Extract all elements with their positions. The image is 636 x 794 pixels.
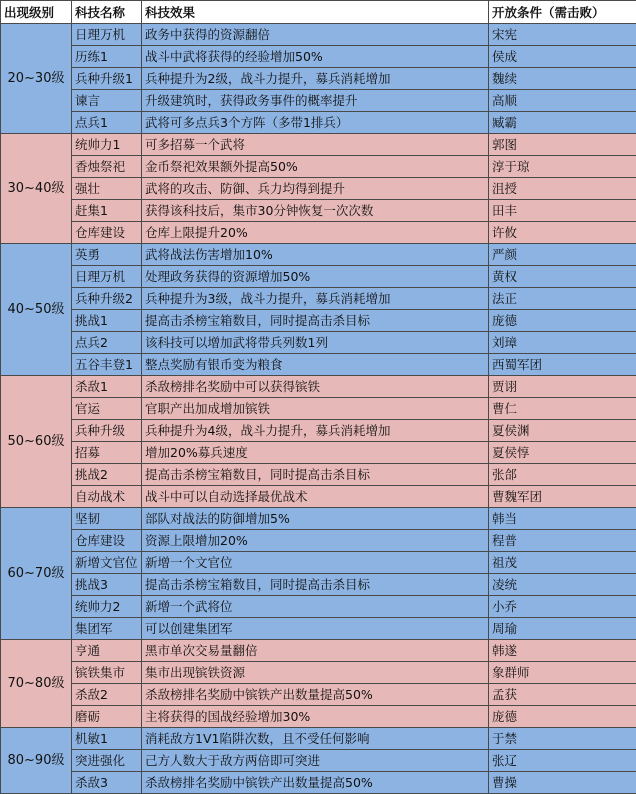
tech-effect-cell: 黑市单次交易量翻倍 — [142, 640, 489, 662]
condition-cell: 夏侯渊 — [489, 420, 636, 442]
table-row — [1, 178, 636, 200]
tech-name-cell: 香烛祭祀 — [72, 156, 142, 178]
tech-effect-cell: 提高击杀榜宝箱数目，同时提高击杀目标 — [142, 464, 489, 486]
table-row — [1, 574, 636, 596]
tech-effect-cell: 可多招募一个武将 — [142, 134, 489, 156]
tech-name-cell: 谏言 — [72, 90, 142, 112]
level-cell: 40~50级 — [1, 244, 72, 376]
tech-effect-cell: 新增一个武将位 — [142, 596, 489, 618]
table-row — [1, 68, 636, 90]
table-row — [1, 24, 636, 46]
table-row — [1, 662, 636, 684]
header-name: 科技名称 — [72, 1, 142, 24]
tech-name-cell: 新增文官位 — [72, 552, 142, 574]
condition-cell: 贾诩 — [489, 376, 636, 398]
tech-effect-cell: 部队对战法的防御增加5% — [142, 508, 489, 530]
table-row — [1, 684, 636, 706]
condition-cell: 西蜀军团 — [489, 354, 636, 376]
tech-effect-cell: 武将的攻击、防御、兵力均得到提升 — [142, 178, 489, 200]
level-cell: 50~60级 — [1, 376, 72, 508]
tech-effect-cell: 武将可多点兵3个方阵（多带1排兵） — [142, 112, 489, 134]
condition-cell: 曹仁 — [489, 398, 636, 420]
tech-name-cell: 集团军 — [72, 618, 142, 640]
tech-name-cell: 自动战术 — [72, 486, 142, 508]
condition-cell: 宋宪 — [489, 24, 636, 46]
condition-cell: 严颜 — [489, 244, 636, 266]
tech-name-cell: 亨通 — [72, 640, 142, 662]
table-row — [1, 442, 636, 464]
condition-cell: 韩遂 — [489, 640, 636, 662]
condition-cell: 庞德 — [489, 706, 636, 728]
tech-name-cell: 兵种升级1 — [72, 68, 142, 90]
table-row — [1, 508, 636, 530]
header-level: 出现级别 — [1, 1, 72, 24]
tech-name-cell: 五谷丰登1 — [72, 354, 142, 376]
tech-name-cell: 机敏1 — [72, 728, 142, 750]
tech-effect-cell: 主将获得的国战经验增加30% — [142, 706, 489, 728]
header-row — [1, 1, 636, 24]
tech-name-cell: 日理万机 — [72, 24, 142, 46]
tech-effect-cell: 兵种提升为4级，战斗力提升，募兵消耗增加 — [142, 420, 489, 442]
table-row — [1, 552, 636, 574]
tech-name-cell: 坚韧 — [72, 508, 142, 530]
tech-name-cell: 镔铁集市 — [72, 662, 142, 684]
condition-cell: 程普 — [489, 530, 636, 552]
table-row — [1, 288, 636, 310]
tech-effect-cell: 处理政务获得的资源增加50% — [142, 266, 489, 288]
table-row — [1, 112, 636, 134]
table-row — [1, 596, 636, 618]
condition-cell: 刘璋 — [489, 332, 636, 354]
tech-name-cell: 统帅力2 — [72, 596, 142, 618]
tech-name-cell: 点兵1 — [72, 112, 142, 134]
tech-name-cell: 赶集1 — [72, 200, 142, 222]
table-row — [1, 640, 636, 662]
condition-cell: 曹魏军团 — [489, 486, 636, 508]
table-row — [1, 486, 636, 508]
table-row — [1, 772, 636, 794]
table-row — [1, 244, 636, 266]
tech-effect-cell: 提高击杀榜宝箱数目，同时提高击杀目标 — [142, 310, 489, 332]
tech-effect-cell: 杀敌榜排名奖励中镔铁产出数量提高50% — [142, 772, 489, 794]
table-row — [1, 354, 636, 376]
table-row — [1, 464, 636, 486]
tech-effect-cell: 消耗敌方1V1陷阱次数，且不受任何影响 — [142, 728, 489, 750]
condition-cell: 张郃 — [489, 464, 636, 486]
condition-cell: 黄权 — [489, 266, 636, 288]
table-row — [1, 376, 636, 398]
tech-effect-cell: 提高击杀榜宝箱数目，同时提高击杀目标 — [142, 574, 489, 596]
level-cell: 60~70级 — [1, 508, 72, 640]
tech-name-cell: 仓库建设 — [72, 530, 142, 552]
tech-name-cell: 点兵2 — [72, 332, 142, 354]
tech-name-cell: 强壮 — [72, 178, 142, 200]
condition-cell: 庞德 — [489, 310, 636, 332]
tech-effect-cell: 官职产出加成增加镔铁 — [142, 398, 489, 420]
tech-name-cell: 历练1 — [72, 46, 142, 68]
tech-effect-cell: 兵种提升为3级，战斗力提升，募兵消耗增加 — [142, 288, 489, 310]
condition-cell: 小乔 — [489, 596, 636, 618]
tech-name-cell: 挑战3 — [72, 574, 142, 596]
level-cell: 70~80级 — [1, 640, 72, 728]
table-row — [1, 310, 636, 332]
condition-cell: 于禁 — [489, 728, 636, 750]
condition-cell: 夏侯惇 — [489, 442, 636, 464]
tech-effect-cell: 升级建筑时，获得政务事件的概率提升 — [142, 90, 489, 112]
tech-name-cell: 杀敌2 — [72, 684, 142, 706]
header-effect: 科技效果 — [142, 1, 489, 24]
table-row — [1, 200, 636, 222]
condition-cell: 祖茂 — [489, 552, 636, 574]
condition-cell: 凌统 — [489, 574, 636, 596]
tech-effect-cell: 己方人数大于敌方两倍即可突进 — [142, 750, 489, 772]
tech-effect-cell: 集市出现镔铁资源 — [142, 662, 489, 684]
tech-name-cell: 兵种升级2 — [72, 288, 142, 310]
header-condition: 开放条件（需击败） — [489, 1, 636, 24]
tech-effect-cell: 政务中获得的资源翻倍 — [142, 24, 489, 46]
condition-cell: 张辽 — [489, 750, 636, 772]
level-cell: 30~40级 — [1, 134, 72, 244]
tech-name-cell: 兵种升级 — [72, 420, 142, 442]
tech-name-cell: 日理万机 — [72, 266, 142, 288]
condition-cell: 魏续 — [489, 68, 636, 90]
tech-name-cell: 统帅力1 — [72, 134, 142, 156]
condition-cell: 许攸 — [489, 222, 636, 244]
condition-cell: 孟获 — [489, 684, 636, 706]
table-row — [1, 222, 636, 244]
condition-cell: 田丰 — [489, 200, 636, 222]
tech-effect-cell: 该科技可以增加武将带兵列数1列 — [142, 332, 489, 354]
tech-effect-cell: 整点奖励有银币变为粮食 — [142, 354, 489, 376]
table-row — [1, 398, 636, 420]
tech-effect-cell: 增加20%募兵速度 — [142, 442, 489, 464]
tech-name-cell: 磨砺 — [72, 706, 142, 728]
level-cell: 80~90级 — [1, 728, 72, 794]
condition-cell: 侯成 — [489, 46, 636, 68]
condition-cell: 法正 — [489, 288, 636, 310]
level-cell: 20~30级 — [1, 24, 72, 134]
tech-effect-cell: 金币祭祀效果额外提高50% — [142, 156, 489, 178]
tech-name-cell: 招募 — [72, 442, 142, 464]
tech-name-cell: 杀敌1 — [72, 376, 142, 398]
condition-cell: 曹操 — [489, 772, 636, 794]
table-row — [1, 134, 636, 156]
table-row — [1, 46, 636, 68]
condition-cell: 韩当 — [489, 508, 636, 530]
table-row — [1, 530, 636, 552]
table-row — [1, 332, 636, 354]
tech-effect-cell: 战斗中可以自动选择最优战术 — [142, 486, 489, 508]
tech-name-cell: 官运 — [72, 398, 142, 420]
tech-effect-cell: 仓库上限提升20% — [142, 222, 489, 244]
tech-effect-cell: 杀敌榜排名奖励中镔铁产出数量提高50% — [142, 684, 489, 706]
table-row — [1, 618, 636, 640]
tech-effect-cell: 可以创建集团军 — [142, 618, 489, 640]
tech-effect-cell: 兵种提升为2级，战斗力提升，募兵消耗增加 — [142, 68, 489, 90]
tech-effect-cell: 杀敌榜排名奖励中可以获得镔铁 — [142, 376, 489, 398]
condition-cell: 郭图 — [489, 134, 636, 156]
tech-effect-cell: 战斗中武将获得的经验增加50% — [142, 46, 489, 68]
condition-cell: 周瑜 — [489, 618, 636, 640]
condition-cell: 高顺 — [489, 90, 636, 112]
table-row — [1, 706, 636, 728]
tech-effect-cell: 武将战法伤害增加10% — [142, 244, 489, 266]
tech-name-cell: 挑战2 — [72, 464, 142, 486]
table-row — [1, 266, 636, 288]
table-row — [1, 728, 636, 750]
table-body — [1, 24, 636, 794]
table-row — [1, 90, 636, 112]
tech-name-cell: 杀敌3 — [72, 772, 142, 794]
table-row — [1, 750, 636, 772]
tech-name-cell: 仓库建设 — [72, 222, 142, 244]
table-row — [1, 156, 636, 178]
condition-cell: 臧霸 — [489, 112, 636, 134]
condition-cell: 沮授 — [489, 178, 636, 200]
table-row — [1, 420, 636, 442]
tech-effect-cell: 资源上限增加20% — [142, 530, 489, 552]
condition-cell: 象群师 — [489, 662, 636, 684]
tech-name-cell: 突进强化 — [72, 750, 142, 772]
tech-effect-cell: 新增一个文官位 — [142, 552, 489, 574]
tech-effect-cell: 获得该科技后，集市30分钟恢复一次次数 — [142, 200, 489, 222]
tech-name-cell: 挑战1 — [72, 310, 142, 332]
condition-cell: 淳于琼 — [489, 156, 636, 178]
tech-name-cell: 英勇 — [72, 244, 142, 266]
